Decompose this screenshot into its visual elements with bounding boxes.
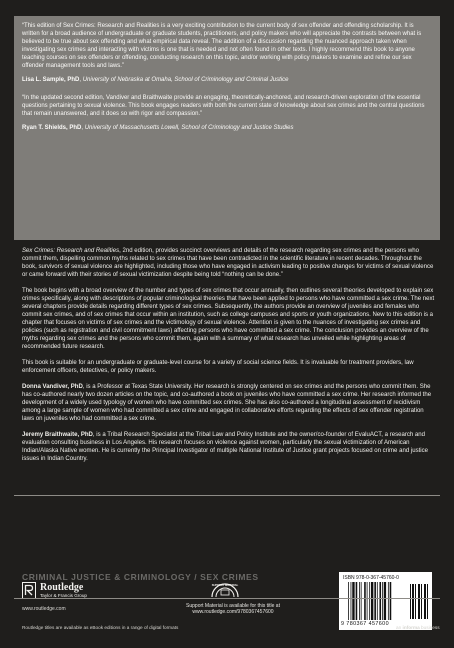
support-icon-label: SUPPORT MATERIAL: [211, 584, 239, 587]
publisher-name: Routledge: [40, 582, 84, 593]
barcode-bar: [359, 582, 360, 620]
barcode-bar: [384, 582, 386, 620]
isbn-text: ISBN 978-0-367-45760-0: [343, 575, 399, 581]
barcode-bar: [388, 582, 389, 620]
barcode-bar: [348, 582, 349, 620]
endorsement-source-1: Lisa L. Sample, PhD, University of Nebraska at Omaha, School of Criminology and Criminal Justice: [22, 77, 289, 83]
endorsements-panel: [14, 16, 440, 240]
author-bio-2: [22, 431, 436, 463]
routledge-logo: [22, 582, 87, 599]
barcode-bar: [379, 582, 381, 620]
endorsement-source-2: Ryan T. Shields, PhD, University of Massachusetts Lowell, School of Criminology and Justice Studies: [22, 125, 294, 131]
endorser-name-1: Lisa L. Sample, PhD: [22, 77, 80, 83]
book-description: [22, 247, 436, 471]
divider-rule: [14, 495, 440, 496]
endorser-affiliation-2: University of Massachusetts Lowell, School of Criminology and Justice Studies: [84, 125, 294, 131]
barcode-bar: [390, 582, 392, 620]
description-intro: [22, 247, 436, 279]
publisher-group: Taylor & Francis Group: [40, 593, 87, 598]
business-suffix: business: [419, 625, 440, 630]
barcode-panel: [339, 572, 432, 630]
description-paragraph-2: The book begins with a broad overview of the number and types of sex crimes that occur annually, then outlines several theories developed to explain sex crimes specifically, along with descriptions of popular criminological theories that have been applied to persons who have committed a sex crime. The next several chapters provide details regarding different types of sex crimes. Subsequently, the authors provide an overview of juveniles and females who commit sex crimes, and of sex crimes that occur within an institution, such as college campuses and sports or youth organizations. New to this edition is a chapter that focuses on victims of sex crimes and the victimology of sexual violence. Attention is given to the nuances of investigating sex crimes and policies (such as registration and civil commitment laws) affecting persons who have committed a sex crime. The conclusion provides an overview of the myths regarding sex crimes and the persons who commit them, again with a summary of what research has unveiled while highlighting areas of recommended future research.: [22, 288, 435, 350]
barcode-bar: [364, 582, 366, 620]
barcode-bar: [361, 582, 362, 620]
endorsement-quote-2: “In the updated second edition, Vandiver and Braithwaite provide an engaging, theoretically-anchored, and research-driven exploration of the essential questions pertaining to sexual violence. This book engages readers with both the current state of knowledge about sex crimes and the central questions that remain unanswered, and it does so with rigor and compassion.”: [22, 95, 425, 117]
routledge-r-icon: [22, 582, 36, 599]
barcode-bar: [367, 582, 368, 620]
description-intro-text: , 2nd edition, provides succinct overviews and details of the research regarding sex crimes and the persons who commit them, dispelling common myths related to sex crimes that have been contradicted in the scientific literature in recent decades. Throughout the book, survivors of sexual violence are highlighted, including those who have engaged in activism leading to positive changes for victims of sexual violence or came forward with their stories of sexual victimization despite being told “nothing can be done.”: [22, 248, 434, 278]
endorsement-quote-1: “This edition of Sex Crimes: Research and Realities is a very exciting contribution to the current body of sex offender and offending scholarship. It is written for a broad audience of undergraduate or graduate students, practitioners, and policy makers who will appreciate the contrasts between what is believed to be true about sex offending and what empirical data reveal. The addition of a discussion regarding the nuanced approach taken when investigating sex crimes and interacting with victims is one that is needed and not often found in other texts. I highly recommend this book to anyone teaching courses on sex offenders or offending, conducting research on this topic, and/or working with policy makers to examine and refine our sex offender management tools and laws.”: [22, 23, 422, 69]
footer-rule: [14, 598, 440, 599]
business-brand: informa: [402, 625, 420, 630]
author-bio-text-1: , is a Professor at Texas State University. Her research is strongly centered on sex crimes and the persons who commit them. She has co-authored nearly two dozen articles on the topic, and co-authored a book on juveniles who have committed a sex crime. Her research informed the development of a widely used typology of women who have committed sex crimes. She has also co-authored a longitudinal assessment of recidivism among a large sample of women who had committed a sex crime and engaged in collaborative efforts regarding the effects of sex offender registration laws on juveniles who had committed a sex crime.: [22, 384, 432, 422]
business-prefix: an: [396, 625, 403, 630]
barcode-bars: [347, 582, 407, 621]
informa-business-mark: [396, 625, 440, 630]
author-name-1: Donna Vandiver, PhD: [22, 384, 83, 390]
price-barcode: [409, 582, 429, 621]
endorser-name-2: Ryan T. Shields, PhD: [22, 125, 82, 131]
barcode-bar: [369, 582, 370, 620]
description-paragraph-3: This book is suitable for an undergraduate or graduate-level course for a variety of social science fields. It is invaluable for treatment providers, law enforcement officers, detectives, or policy makers.: [22, 360, 414, 374]
author-name-2: Jeremy Braithwaite, PhD: [22, 432, 93, 438]
support-material-note: [178, 603, 288, 616]
barcode-bar: [356, 582, 358, 620]
barcode-bar: [352, 582, 354, 620]
support-material-icon: [210, 580, 240, 598]
support-line-1: Support Material is available for this title at: [186, 603, 280, 609]
book-title-italic: Sex Crimes: Research and Realities: [22, 248, 120, 254]
publisher-url[interactable]: www.routledge.com: [22, 606, 66, 612]
category-label: CRIMINAL JUSTICE & CRIMINOLOGY / SEX CRIMES: [22, 572, 259, 582]
ebook-note: Routledge titles are available as eBook editions in a range of digital formats: [22, 625, 179, 630]
author-bio-text-2: , is a Tribal Research Specialist at the Tribal Law and Policy Institute and the owner/co-founder of EvaluACT, a research and evaluation consulting business in Los Angeles. His research focuses on violence against women, particularly the sexual victimization of American Indian/Alaska Native women. He is currently the Principal Investigator of multiple National Institute of Justice grant projects focused on crime and justice issues in Indian Country.: [22, 432, 429, 462]
barcode-bar: [377, 582, 378, 620]
author-bio-1: [22, 383, 436, 423]
endorser-affiliation-1: University of Nebraska at Omaha, School of Criminology and Criminal Justice: [82, 77, 289, 83]
barcode-bar: [382, 582, 383, 620]
barcode-bar: [374, 582, 376, 620]
support-line-2[interactable]: www.routledge.com/9780367457600: [192, 609, 274, 616]
barcode-bar: [371, 582, 373, 620]
barcode-bar: [351, 582, 352, 620]
barcode-digits: 9 780367 457600: [341, 621, 389, 627]
